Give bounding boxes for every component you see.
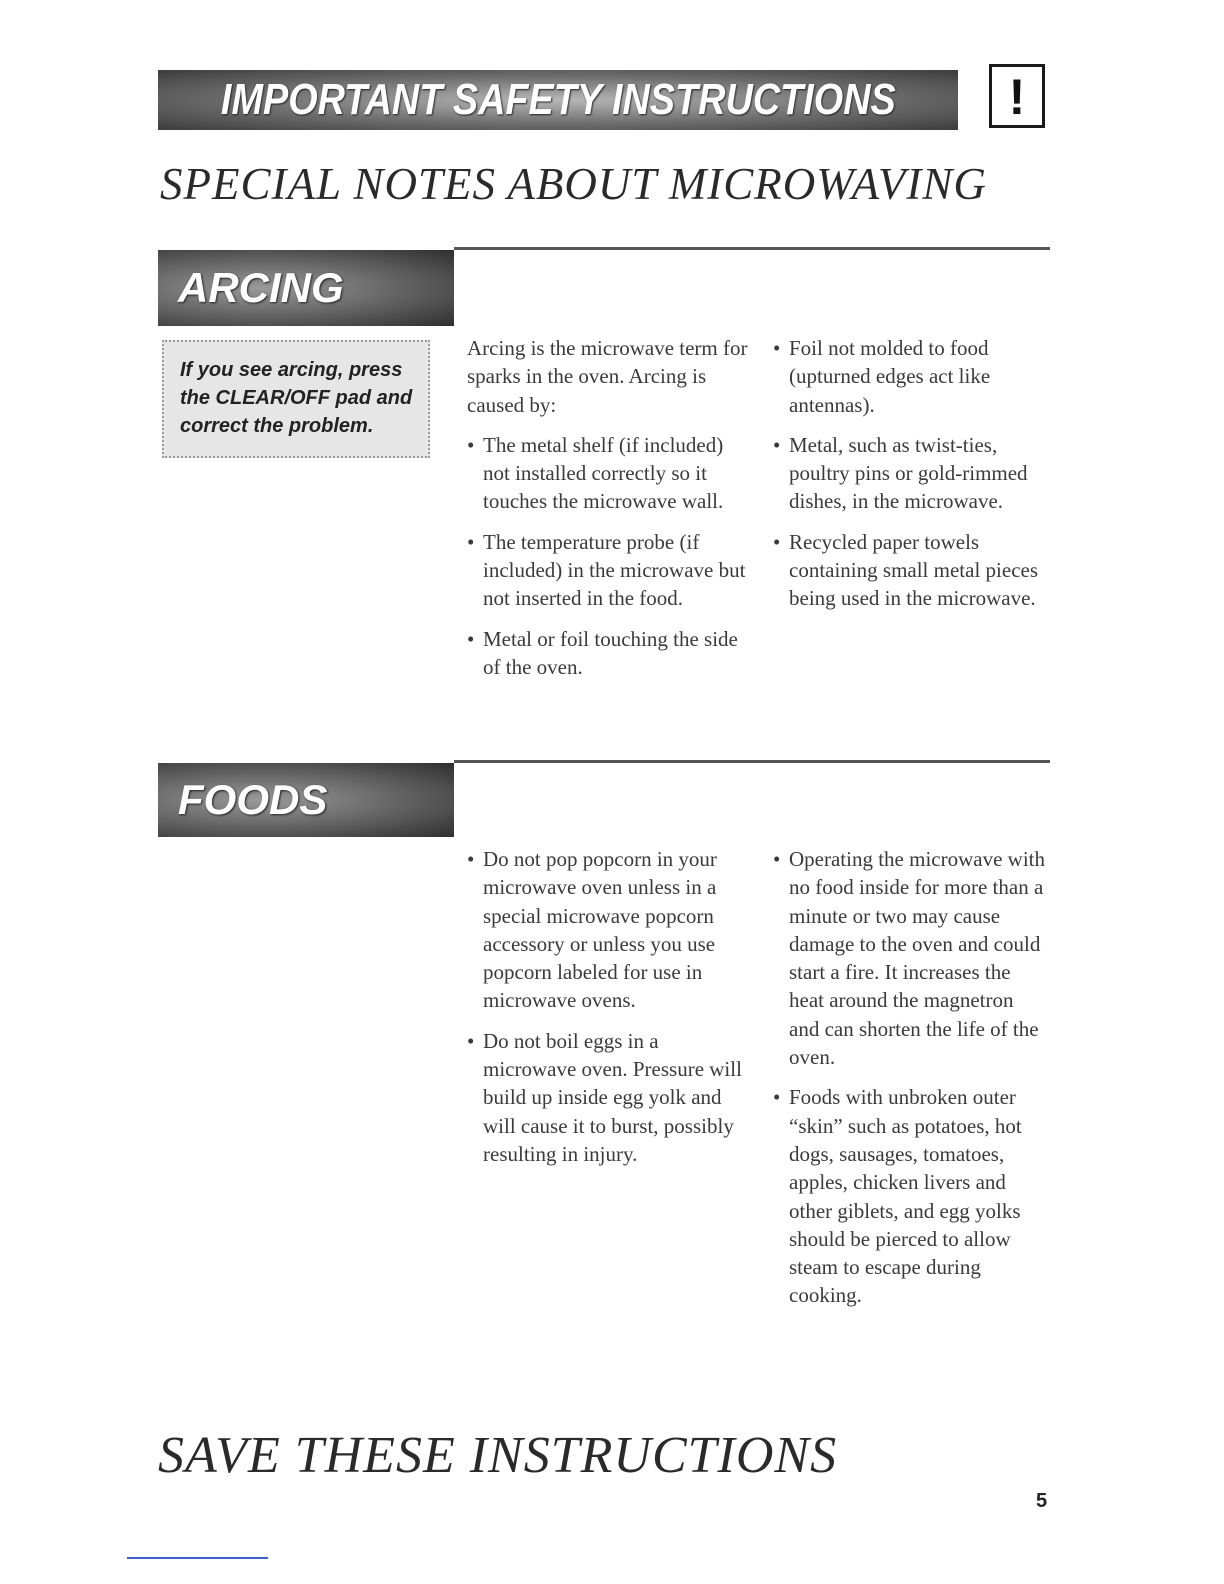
safety-banner: [158, 70, 958, 130]
arcing-intro: Arcing is the microwave term for sparks in the oven. Arcing is caused by:: [467, 336, 748, 417]
arcing-bullet: • Metal, such as twist-ties, poultry pins or gold-rimmed dishes, in the microwave.: [773, 431, 1048, 516]
arcing-column-1: [467, 334, 752, 693]
arcing-callout: If you see arcing, press the CLEAR/OFF pad and correct the problem.: [162, 340, 430, 458]
foods-bullet: • Do not boil eggs in a microwave oven. Pressure will build up inside egg yolk and will cause it to burst, possibly resulting in injury.: [467, 1027, 745, 1168]
arcing-column-2: [773, 334, 1048, 625]
save-instructions-footer: SAVE THESE INSTRUCTIONS: [158, 1427, 838, 1484]
page-subtitle: SPECIAL NOTES ABOUT MICROWAVING: [160, 159, 987, 209]
foods-section-label: FOODS: [158, 763, 454, 837]
warning-icon: [989, 64, 1045, 128]
exclamation-glyph: !: [1008, 69, 1026, 125]
arcing-bullet: • The metal shelf (if included) not installed correctly so it touches the microwave wall.: [467, 431, 752, 516]
arcing-bullet: • Metal or foil touching the side of the oven.: [467, 625, 752, 682]
arcing-bullet: • Foil not molded to food (upturned edges act like antennas).: [773, 334, 1048, 419]
foods-bullet: • Operating the microwave with no food inside for more than a minute or two may cause damage to the oven and could start a fire. It increases the heat around the magnetron and can shorten the life of the oven.: [773, 845, 1048, 1071]
banner-title: IMPORTANT SAFETY INSTRUCTIONS: [220, 75, 896, 124]
arcing-section-rule: [454, 247, 1050, 250]
footnote-divider: [127, 1557, 268, 1559]
foods-column-1: [467, 845, 745, 1180]
foods-section-rule: [454, 760, 1050, 763]
foods-column-2: [773, 845, 1048, 1322]
foods-bullet: • Foods with unbroken outer “skin” such as potatoes, hot dogs, sausages, tomatoes, apples, chicken livers and other giblets, and egg yolks should be pierced to allow steam to escape during cooking.: [773, 1083, 1048, 1309]
arcing-bullet: • Recycled paper towels containing small metal pieces being used in the microwave.: [773, 528, 1048, 613]
arcing-bullet: • The temperature probe (if included) in the microwave but not inserted in the food.: [467, 528, 752, 613]
foods-bullet: • Do not pop popcorn in your microwave oven unless in a special microwave popcorn accessory or unless you use popcorn labeled for use in microwave ovens.: [467, 845, 745, 1015]
page-number: 5: [1036, 1490, 1048, 1512]
arcing-section-label: ARCING: [158, 250, 454, 326]
